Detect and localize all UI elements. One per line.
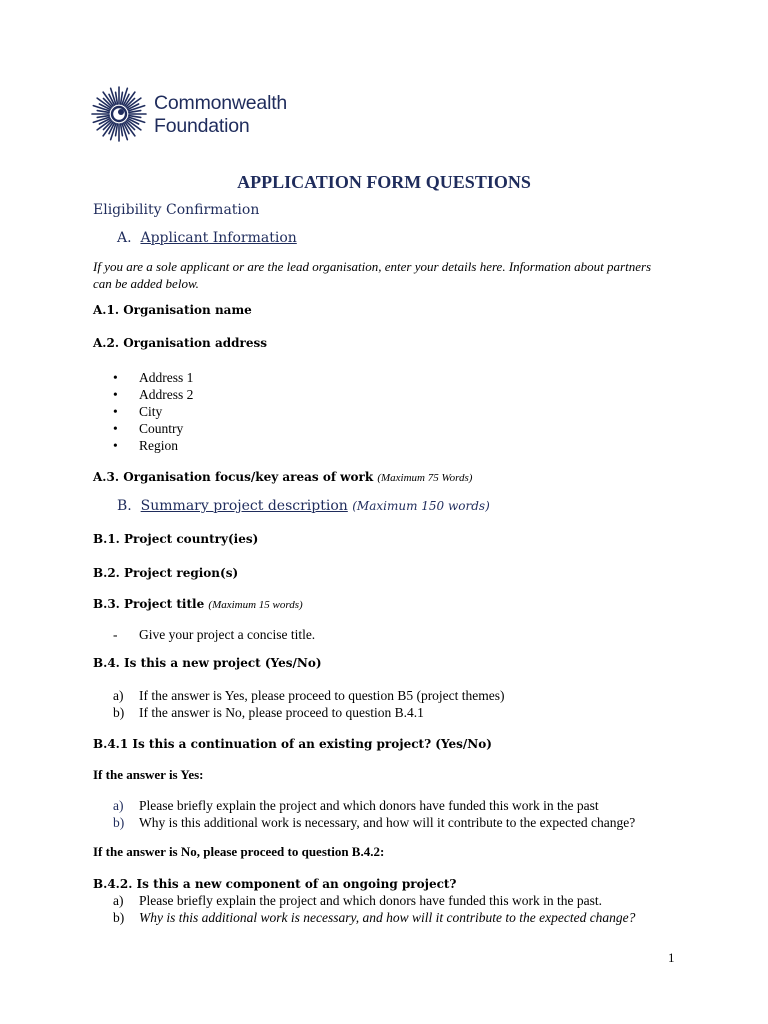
commonwealth-foundation-logo — [91, 86, 311, 144]
b41-no-label: If the answer is No, please proceed to question B.4.2: — [93, 844, 385, 859]
sunburst-icon — [91, 86, 147, 142]
section-a-heading — [117, 230, 297, 246]
list-marker: • — [113, 404, 118, 419]
list-marker: b) — [113, 815, 125, 830]
list-item — [113, 909, 635, 926]
logo-text-line2: Foundation — [154, 115, 250, 137]
list-item — [113, 369, 193, 386]
list-item — [113, 814, 635, 831]
list-item-text: If the answer is Yes, please proceed to question B5 (project themes) — [139, 688, 505, 703]
list-marker: b) — [113, 910, 125, 925]
list-item — [113, 626, 315, 643]
list-item-text: Why is this additional work is necessary, and how will it contribute to the expected change? — [139, 815, 636, 830]
question-b3 — [93, 597, 303, 611]
list-item — [113, 704, 505, 721]
question-a1: A.1. Organisation name — [93, 303, 252, 317]
list-marker: • — [113, 387, 118, 402]
list-marker: a) — [113, 688, 124, 703]
b41-yes-label: If the answer is Yes: — [93, 767, 204, 782]
intro-paragraph: If you are a sole applicant or are the lead organisation, enter your details here. Information about partners can be added below. — [93, 259, 652, 291]
page-number: 1 — [668, 950, 675, 965]
section-subtitle: Eligibility Confirmation — [93, 202, 260, 218]
list-item — [113, 420, 193, 437]
list-marker: a) — [113, 798, 124, 813]
address-list — [113, 369, 193, 454]
list-item-text: City — [139, 404, 163, 419]
list-item — [113, 403, 193, 420]
list-item-text: Region — [139, 438, 178, 453]
list-item-text: Please briefly explain the project and which donors have funded this work in the past. — [139, 893, 603, 908]
list-item-text: Address 1 — [139, 370, 194, 385]
list-item — [113, 797, 635, 814]
section-b-title: Summary project description — [140, 498, 348, 514]
list-marker: • — [113, 438, 118, 453]
list-marker: b) — [113, 705, 125, 720]
b41-list — [113, 797, 635, 831]
list-item — [113, 892, 635, 909]
section-a-letter: A. — [117, 230, 132, 246]
list-marker: a) — [113, 893, 124, 908]
list-item-text: Give your project a concise title. — [139, 627, 316, 642]
list-marker: • — [113, 421, 118, 436]
question-b2: B.2. Project region(s) — [93, 566, 239, 580]
question-a3-note: (Maximum 75 Words) — [377, 472, 473, 484]
logo-text-line1: Commonwealth — [154, 92, 288, 114]
list-item-text: Country — [139, 421, 184, 436]
section-a-title: Applicant Information — [140, 230, 297, 246]
b42-list — [113, 892, 635, 926]
question-b1: B.1. Project country(ies) — [93, 532, 259, 546]
question-b3-label: B.3. Project title — [93, 597, 205, 611]
question-b41: B.4.1 Is this a continuation of an existing project? (Yes/No) — [93, 737, 492, 751]
list-item-text: Please briefly explain the project and which donors have funded this work in the past — [139, 798, 599, 813]
b3-list — [113, 626, 315, 643]
list-item — [113, 386, 193, 403]
question-a3-label: A.3. Organisation focus/key areas of work — [93, 470, 374, 484]
question-b3-note: (Maximum 15 words) — [208, 599, 303, 611]
list-item — [113, 687, 505, 704]
list-item-text: Why is this additional work is necessary, and how will it contribute to the expected change? — [139, 910, 636, 925]
list-marker: - — [113, 627, 118, 642]
b4-list — [113, 687, 505, 721]
list-item — [113, 437, 193, 454]
question-b42: B.4.2. Is this a new component of an ongoing project? — [93, 877, 457, 891]
list-item-text: If the answer is No, please proceed to question B.4.1 — [139, 705, 424, 720]
page-title: APPLICATION FORM QUESTIONS — [237, 172, 531, 192]
list-marker: • — [113, 370, 118, 385]
question-a2: A.2. Organisation address — [93, 336, 267, 350]
question-a3 — [93, 470, 472, 484]
list-item-text: Address 2 — [139, 387, 194, 402]
section-b-letter: B. — [117, 498, 132, 514]
question-b4: B.4. Is this a new project (Yes/No) — [93, 656, 322, 670]
section-b-note: (Maximum 150 words) — [352, 499, 490, 513]
section-b-heading — [117, 498, 490, 514]
